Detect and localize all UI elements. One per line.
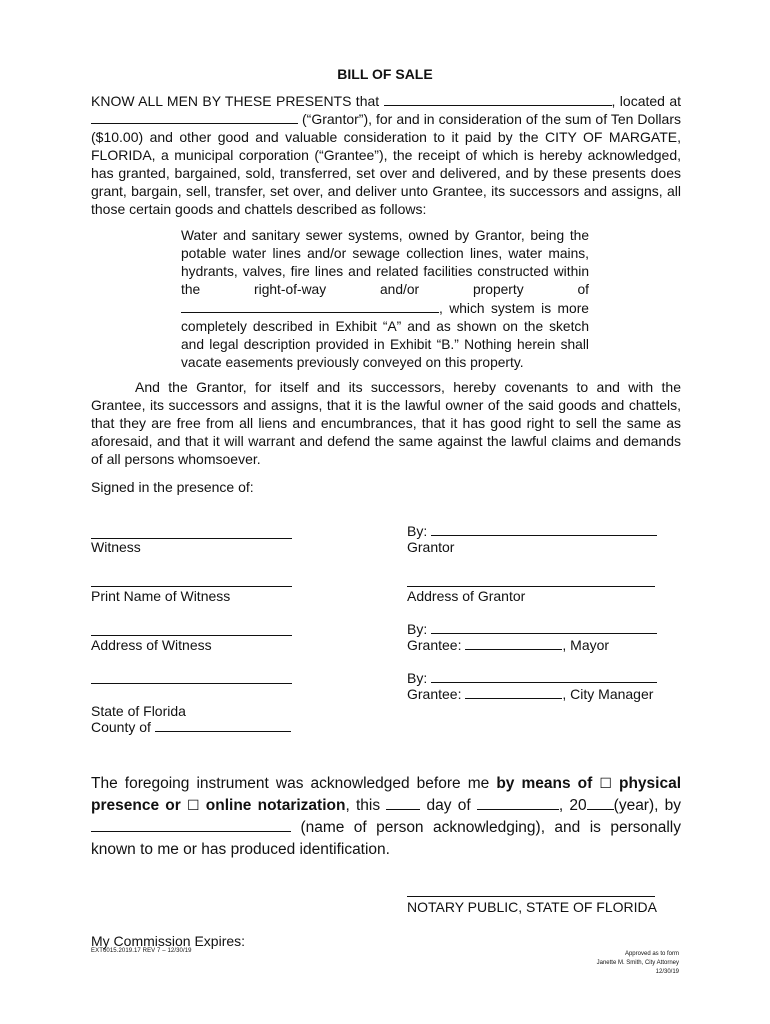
notary-acknowledgment [91,773,681,861]
witness2-signature-line[interactable] [91,683,292,684]
document-title: BILL OF SALE [337,66,433,82]
county-row [91,718,291,736]
description-text: Water and sanitary sewer systems, owned by Grantor, being the potable water lines and/or sewage collection lines, water mains, hydrants, valves, fire lines and related facilities constructed within the right-of-way and/or property of [181,228,589,297]
approved-line: Approved as to form [624,951,679,957]
day-blank[interactable] [386,796,420,810]
mayor-name-blank[interactable] [465,636,562,650]
commission-label: My Commission Expires: [91,933,246,949]
year-by-text: (year), by [613,797,682,814]
state-label: State of Florida [91,703,186,719]
mayor-signature-blank[interactable] [431,620,657,634]
online-notarization-text: online notarization [205,797,346,814]
covenant-paragraph: And the Grantor, for itself and its successors, hereby covenants to and with the Grantee, its successors and assigns, that it is the lawful owner of the said goods and chattels, that they are free from all liens and encumbrances, that it has good right to sell the same as aforesaid, and that it will warrant and defend the same against the lawful claims and demands of all persons whomsoever. [91,379,681,467]
year-prefix-text: , 20 [558,797,587,814]
notary-signature-line[interactable] [407,896,655,897]
manager-row [407,685,653,703]
day-of-text: day of [426,797,471,814]
county-label: County of [91,719,151,735]
witness-label: Witness [91,539,141,555]
address-witness-label: Address of Witness [91,637,212,653]
mayor-label: , Mayor [562,637,610,653]
form-code: EXT6015.2019.17 REV 7 – 12/30/19 [91,948,192,954]
by-label: By: [407,523,428,539]
attorney-line: Janette M. Smith, City Attorney [596,960,679,966]
county-blank[interactable] [155,718,291,732]
acknowledger-name-blank[interactable] [91,818,291,832]
located-text: , located at [611,93,681,109]
ack-text: The foregoing instrument was acknowledged before me [91,775,490,792]
grantor-name-blank[interactable] [384,92,612,106]
manager-name-blank[interactable] [465,685,562,699]
grantor-signature-blank[interactable] [431,522,657,536]
by-label: By: [407,670,428,686]
consideration-text: (“Grantor”), for and in consideration of the sum of Ten Dollars ($10.00) and other good and valuable consideration to it paid by the CITY OF MARGATE, FLORIDA, a municipal corporation (“Grantee”), the receipt of which is hereby acknowledged, has granted, bargained, sold, transferred, set over and delivered, and by these presents does grant, bargain, sell, transfer, set over, and deliver unto Grantee, its successors and assigns, all those certain goods and chattels described as follows: [91,111,681,217]
intro-text: KNOW ALL MEN BY THESE PRESENTS that [91,93,380,109]
signed-presence-label: Signed in the presence of: [91,479,254,495]
notary-public-label: NOTARY PUBLIC, STATE OF FLORIDA [407,899,657,915]
grantee-label: Grantee: [407,637,462,653]
manager-signature-blank[interactable] [431,669,657,683]
this-text: , this [345,797,381,814]
year-blank[interactable] [587,796,614,810]
grantor-label: Grantor [407,539,455,555]
online-notarization-checkbox[interactable]: ☐ [187,798,200,814]
description-text-2: , which system is more completely described in Exhibit “A” and as shown on the sketch and legal description provided in Exhibit “B.” Nothing herein shall vacate easements previously conveyed on this property. [181,301,589,370]
physical-presence-checkbox[interactable]: ☐ [599,776,612,792]
known-text: (name of person acknowledging), and is personally known to me or has produced identification. [91,819,681,858]
print-name-label: Print Name of Witness [91,588,231,604]
month-blank[interactable] [477,796,559,810]
approved-as-to-form [597,950,679,977]
city-manager-label: , City Manager [562,686,654,702]
grantee-label: Grantee: [407,686,462,702]
property-blank[interactable] [181,299,439,313]
physical-presence-text: physical presence or [91,775,682,814]
by-label: By: [407,621,428,637]
goods-description [181,227,589,372]
conveyance-paragraph [91,92,681,218]
address-grantor-label: Address of Grantor [407,588,526,604]
by-means-of-text: by means of [496,775,593,792]
approved-date: 12/30/19 [655,969,679,975]
mayor-row [407,636,609,654]
grantor-address-blank[interactable] [91,110,298,124]
